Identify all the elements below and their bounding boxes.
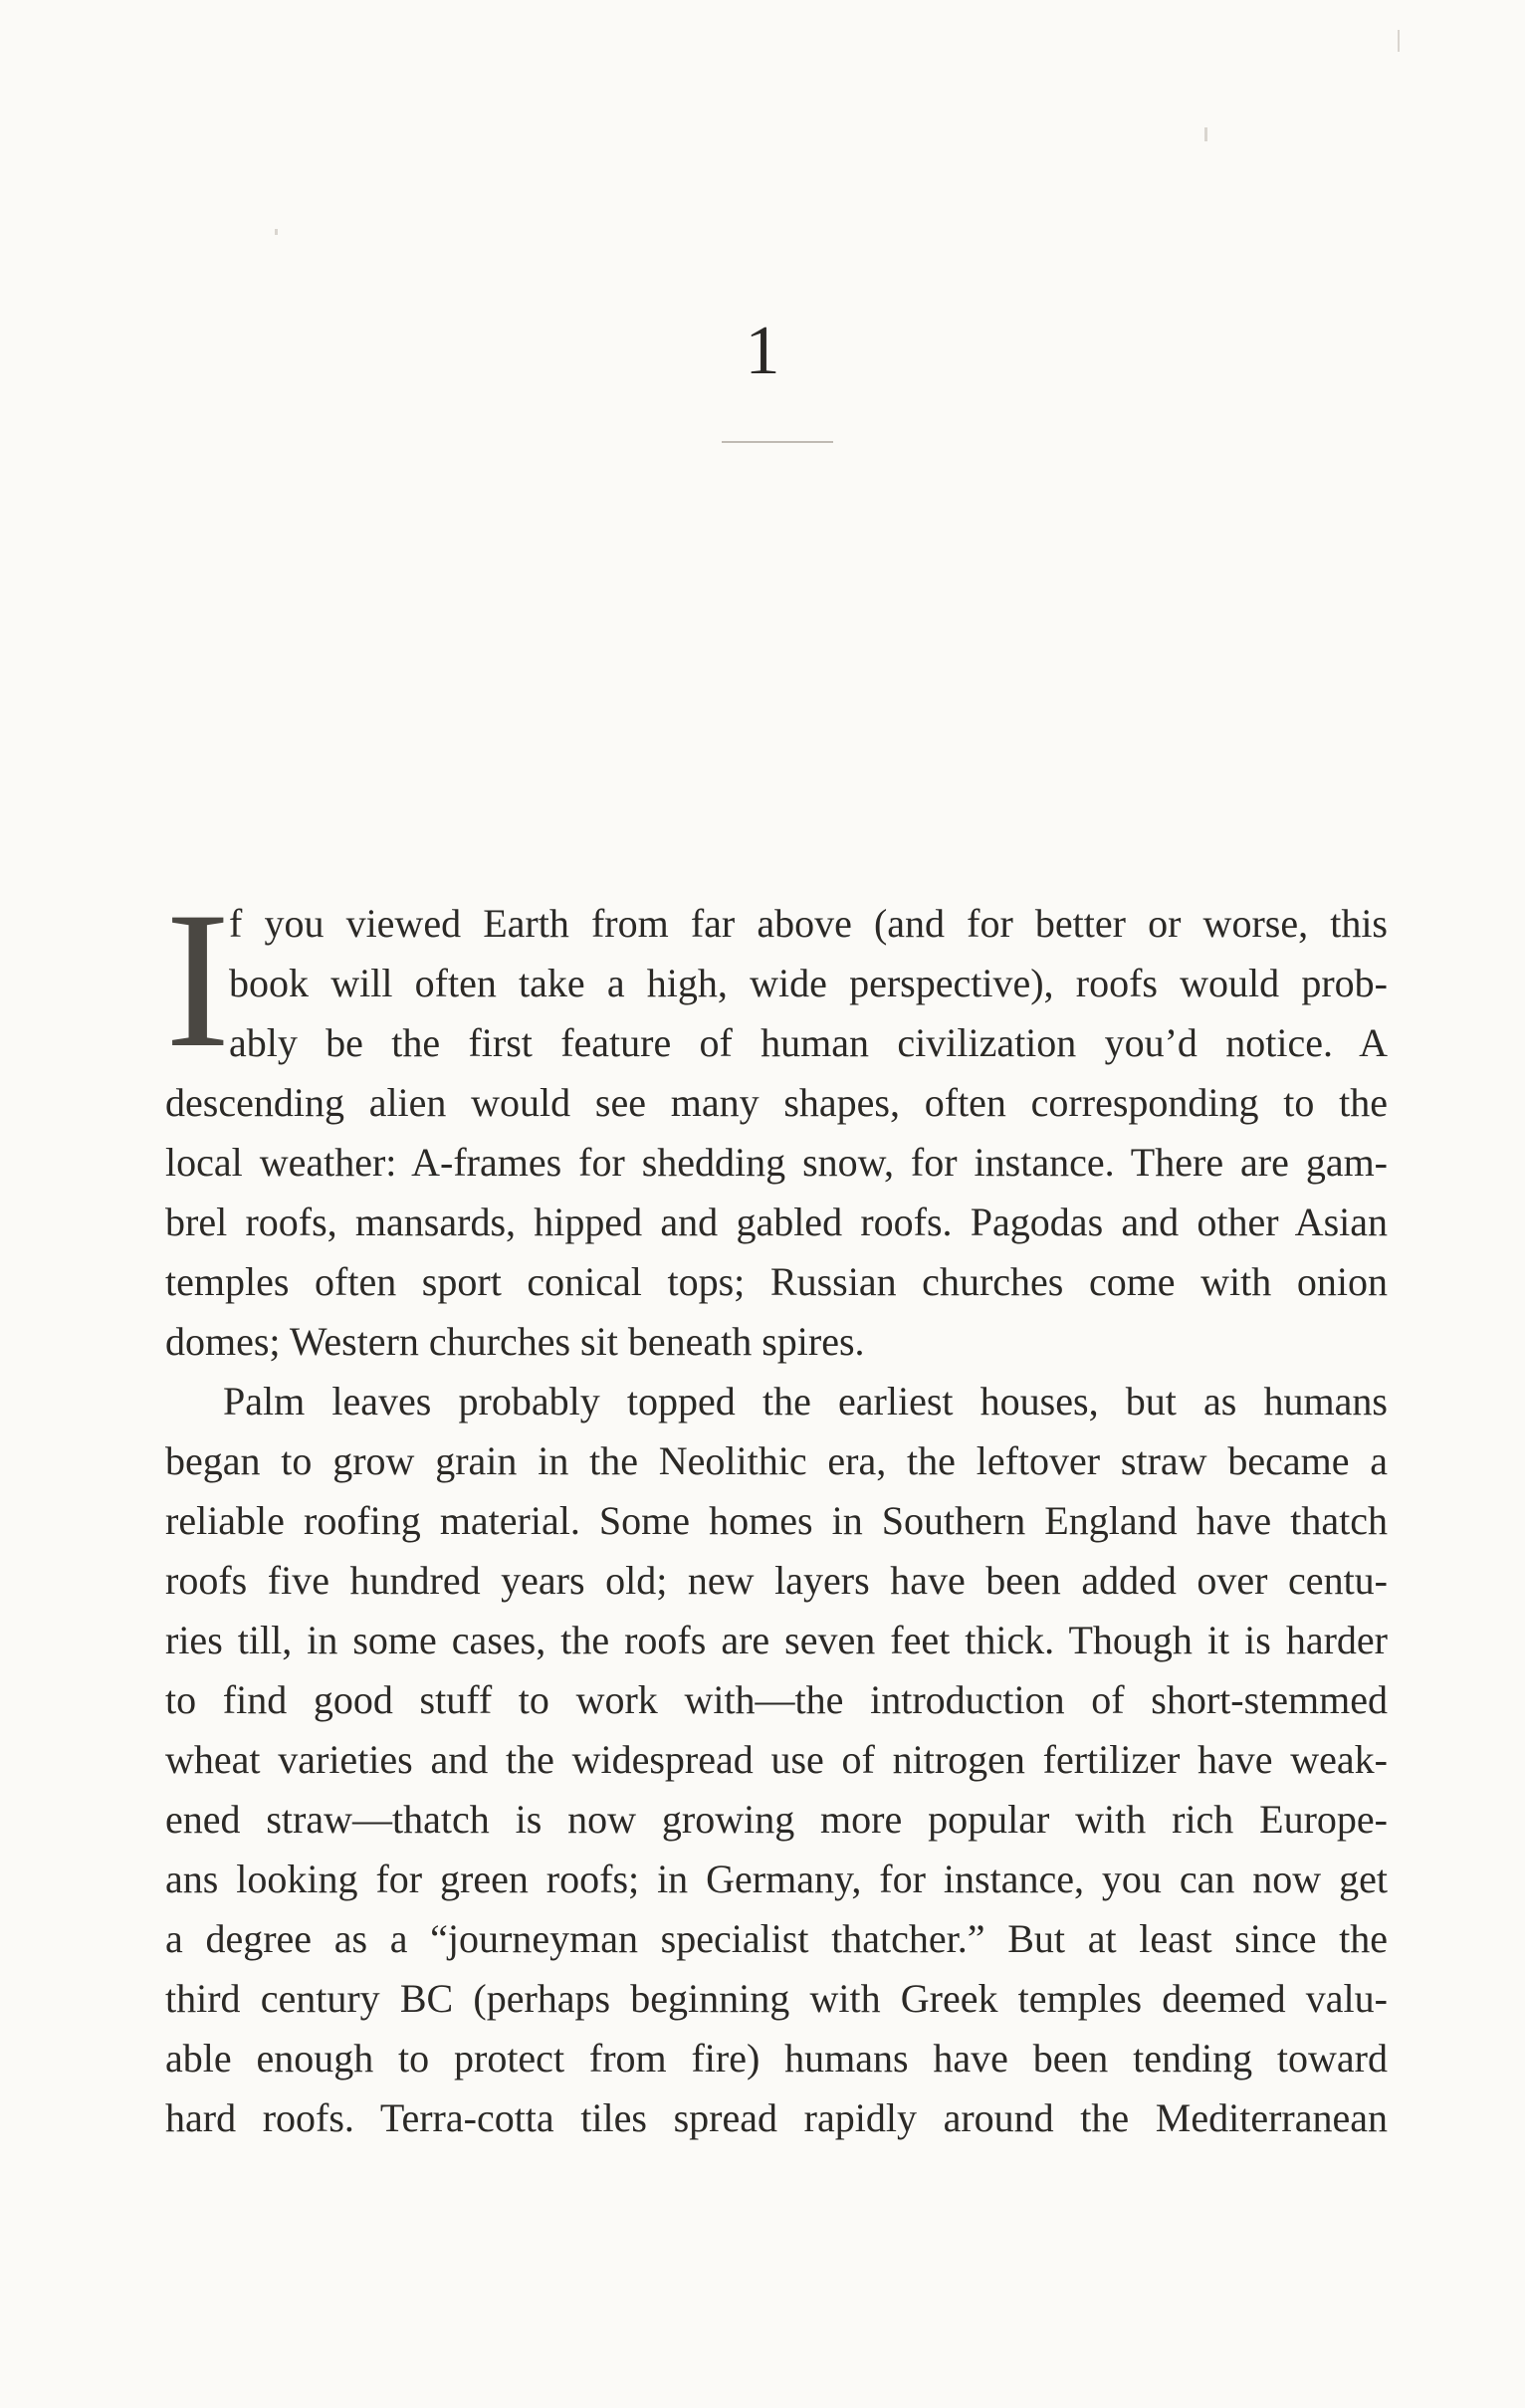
text-line: third century BC (perhaps beginning with Greek temples deemed valu-: [165, 1976, 1388, 2021]
paragraph-1: [165, 872, 1388, 1372]
text-line: Palm leaves probably topped the earliest houses, but as humans: [223, 1379, 1388, 1423]
chapter-number: 1: [745, 313, 780, 389]
text-line: temples often sport conical tops; Russian churches come with onion: [165, 1259, 1388, 1304]
text-line: roofs five hundred years old; new layers have been added over centu-: [165, 1558, 1388, 1603]
text-line: wheat varieties and the widespread use of nitrogen fertilizer have weak-: [165, 1737, 1388, 1782]
text-line: able enough to protect from fire) humans have been tending toward: [165, 2036, 1388, 2080]
text-line: brel roofs, mansards, hipped and gabled roofs. Pagodas and other Asian: [165, 1200, 1388, 1244]
text-line: ries till, in some cases, the roofs are seven feet thick. Though it is harder: [165, 1618, 1388, 1662]
text-line: a degree as a “journeyman specialist thatcher.” But at least since the: [165, 1916, 1388, 1961]
text-line: began to grow grain in the Neolithic era, the leftover straw became a: [165, 1438, 1388, 1483]
text-line: hard roofs. Terra-cotta tiles spread rapidly around the Mediterranean: [165, 2095, 1388, 2140]
paragraph-2: [165, 1372, 1388, 2148]
text-line: ened straw—thatch is now growing more popular with rich Europe-: [165, 1797, 1388, 1842]
text-line: ably be the first feature of human civilization you’d notice. A: [229, 1020, 1388, 1065]
text-line: ans looking for green roofs; in Germany, for instance, you can now get: [165, 1857, 1388, 1901]
scan-speck: [1398, 30, 1400, 52]
text-line: domes; Western churches sit beneath spires.: [165, 1319, 865, 1364]
text-line: book will often take a high, wide perspective), roofs would prob-: [229, 961, 1388, 1005]
text-line: local weather: A-frames for shedding snow, for instance. There are gam-: [165, 1140, 1388, 1185]
scan-speck: [1204, 127, 1207, 141]
text-line: descending alien would see many shapes, often corresponding to the: [165, 1080, 1388, 1125]
text-line: to find good stuff to work with—the introduction of short-stemmed: [165, 1677, 1388, 1722]
chapter-divider: [722, 441, 833, 443]
drop-cap: I: [165, 872, 231, 1088]
body-text: [165, 872, 1388, 2148]
scan-speck: [275, 229, 278, 235]
text-line: reliable roofing material. Some homes in Southern England have thatch: [165, 1498, 1388, 1543]
text-line: f you viewed Earth from far above (and for better or worse, this: [229, 901, 1388, 946]
